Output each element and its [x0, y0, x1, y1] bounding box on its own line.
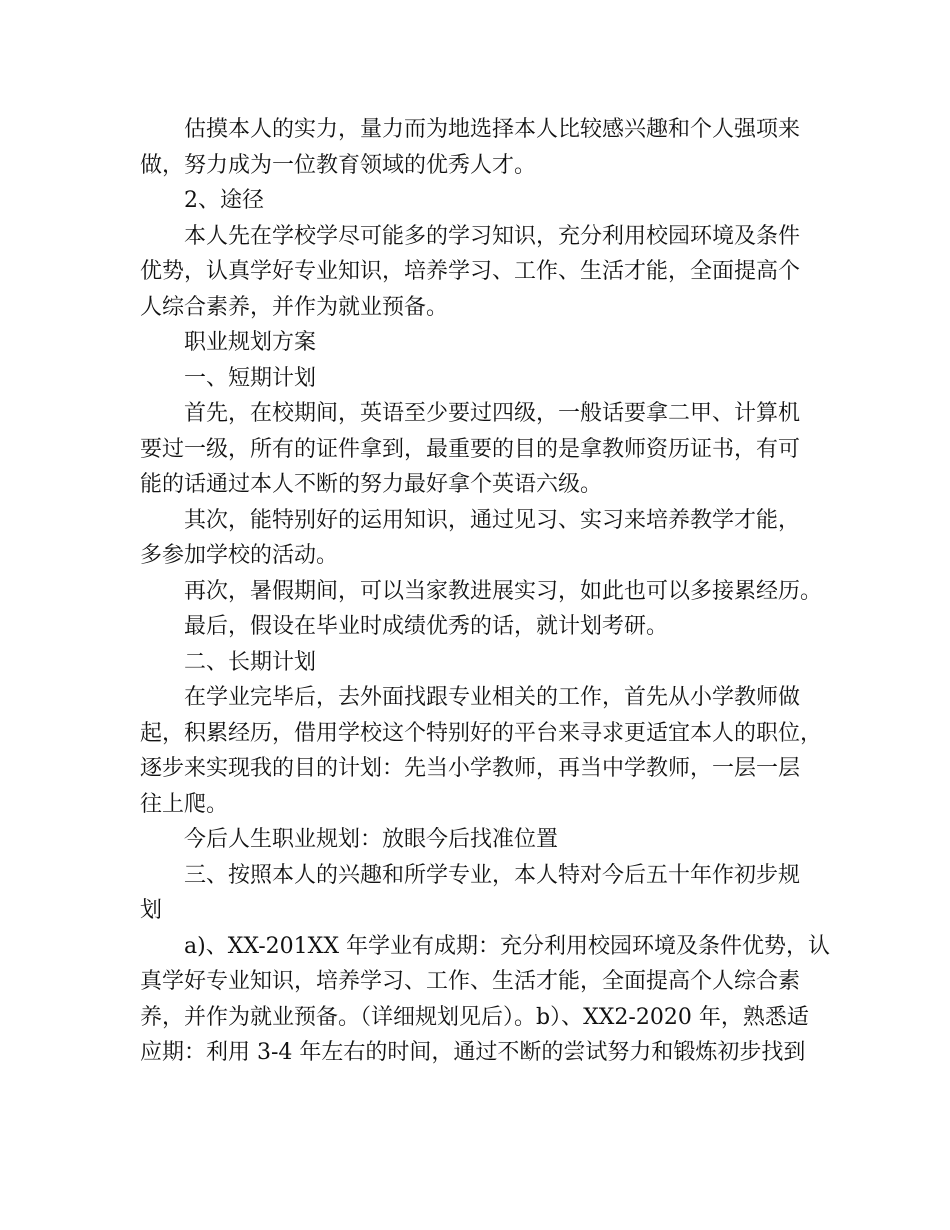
paragraph-9 [140, 609, 830, 645]
text-line: 估摸本人的实力，量力而为地选择本人比较感兴趣和个人强项来 [184, 117, 801, 142]
text-line: 再次，暑假期间，可以当家教进展实习，如此也可以多接累经历。 [184, 578, 823, 604]
text-line: 多参加学校的活动。 [140, 543, 339, 568]
paragraph-6 [140, 396, 830, 503]
text-line: 能的话通过本人不断的努力最好拿个英语六级。 [140, 472, 603, 497]
text-line: 往上爬。 [140, 791, 229, 817]
text-line: 首先，在校期间，英语至少要过四级，一般话要拿二甲、计算机 [184, 401, 801, 426]
text-line: 划 [140, 898, 163, 923]
text-line: 在学业完毕后，去外面找跟专业相关的工作，首先从小学教师做 [184, 685, 801, 710]
text-line: 要过一级，所有的证件拿到，最重要的目的是拿教师资历证书，有可 [140, 436, 801, 462]
text-line: 真学好专业知识，培养学习、工作、生活才能，全面提高个人综合素 [140, 969, 801, 994]
paragraph-7 [140, 503, 830, 574]
paragraph-8 [140, 574, 830, 610]
text-line: 应期：利用 3-4 年左右的时间，通过不断的尝试努力和锻炼初步找到 [140, 1040, 806, 1065]
text-line: 逐步来实现我的目的计划：先当小学教师，再当中学教师，一层一层 [140, 756, 801, 781]
text-line: 今后人生职业规划：放眼今后找准位置 [184, 827, 559, 852]
paragraph-13 [140, 858, 830, 929]
section-heading-life-plan [140, 822, 830, 858]
paragraph-3 [140, 219, 830, 326]
text-line: 本人先在学校学尽可能多的学习知识，充分利用校园环境及条件 [184, 223, 801, 249]
paragraph-14 [140, 929, 830, 1071]
section-heading-long-term [140, 645, 830, 681]
text-line: 职业规划方案 [184, 330, 317, 355]
text-line: 2、途径 [184, 188, 264, 213]
document-page [140, 112, 830, 1071]
text-line: 做，努力成为一位教育领域的优秀人才。 [140, 152, 537, 178]
text-line: 起，积累经历，借用学校这个特别好的平台来寻求更适宜本人的职位， [140, 720, 823, 746]
text-line: 人综合素养，并作为就业预备。 [140, 294, 449, 320]
text-line: a)、XX-201XX 年学业有成期：充分利用校园环境及条件优势，认 [184, 933, 830, 959]
text-line: 二、长期计划 [184, 649, 317, 675]
section-heading-approach [140, 183, 830, 219]
text-line: 养，并作为就业预备。（详细规划见后）。b）、XX2-2020 年，熟悉适 [140, 1004, 809, 1030]
text-line: 三、按照本人的兴趣和所学专业，本人特对今后五十年作初步规 [184, 862, 801, 888]
paragraph-11 [140, 680, 830, 822]
section-heading-short-term [140, 361, 830, 397]
text-line: 最后，假设在毕业时成绩优秀的话，就计划考研。 [184, 614, 669, 639]
section-heading-career-plan [140, 325, 830, 361]
text-line: 一、短期计划 [184, 365, 317, 391]
paragraph-1 [140, 112, 830, 183]
text-line: 其次，能特别好的运用知识，通过见习、实习来培养教学才能， [184, 507, 801, 533]
text-line: 优势，认真学好专业知识，培养学习、工作、生活才能，全面提高个 [140, 259, 801, 284]
